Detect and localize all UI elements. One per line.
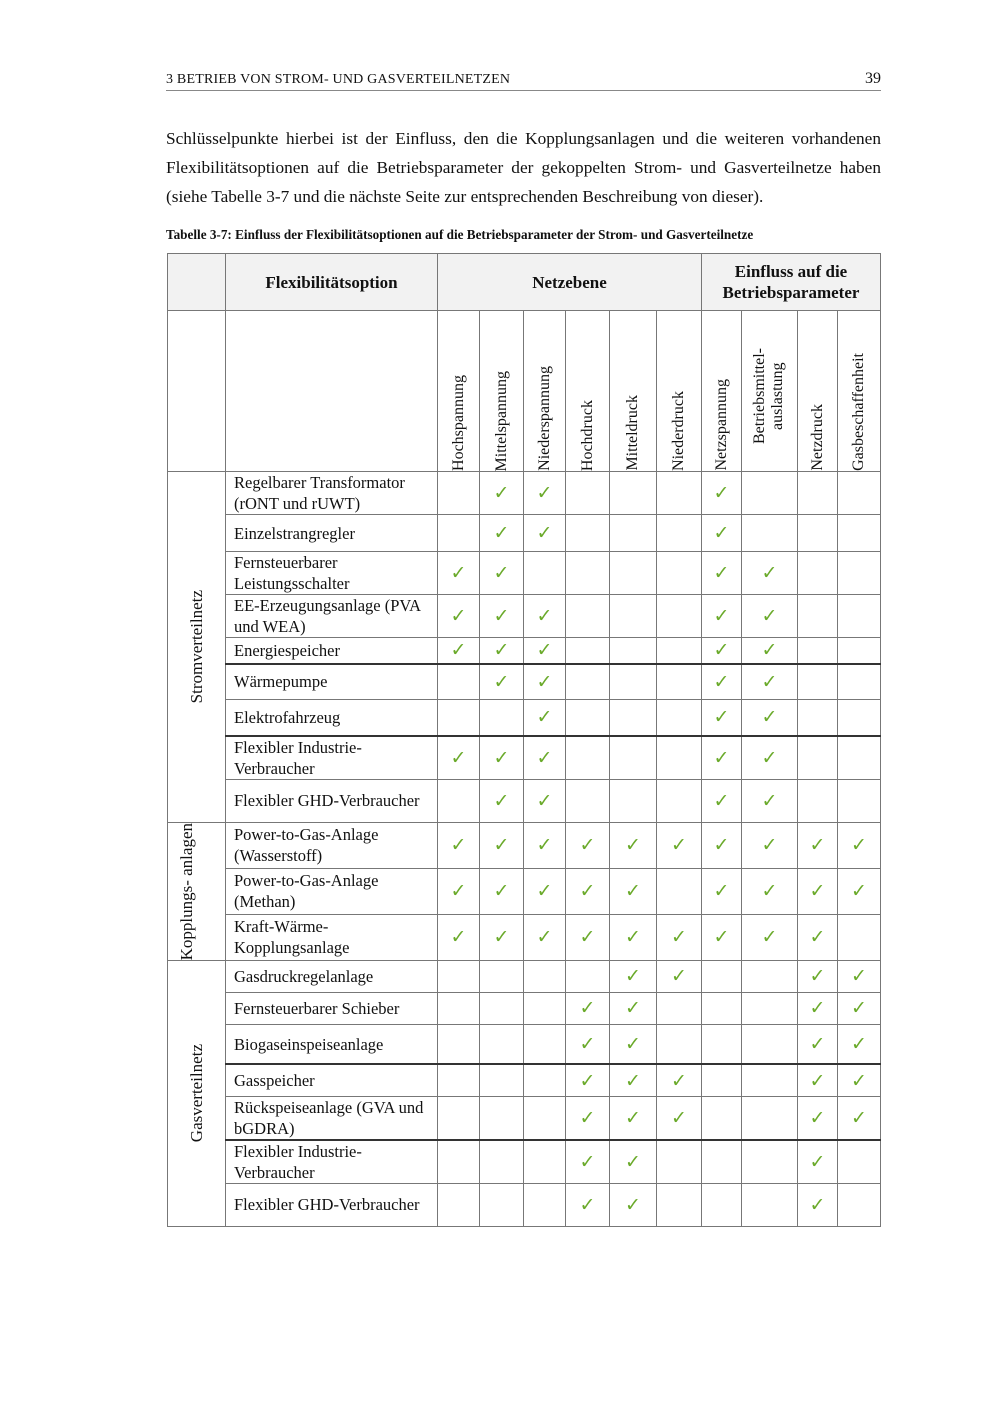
option-name: Wärmepumpe [226, 664, 438, 700]
corner-cell [168, 254, 226, 311]
option-name: Gasspeicher [226, 1064, 438, 1096]
table-row [168, 472, 881, 515]
empty-cell [610, 779, 657, 822]
empty-cell [438, 1064, 480, 1096]
empty-cell [610, 515, 657, 552]
check-icon: ✓ [742, 914, 798, 960]
check-icon: ✓ [742, 736, 798, 780]
check-icon: ✓ [480, 472, 524, 515]
check-icon: ✓ [610, 992, 657, 1024]
empty-cell [480, 1024, 524, 1064]
empty-cell [524, 1140, 566, 1184]
check-icon: ✓ [798, 914, 838, 960]
column-label: Mitteldruck [624, 395, 641, 471]
empty-cell [524, 960, 566, 992]
empty-cell [702, 1064, 742, 1096]
check-icon: ✓ [838, 1024, 881, 1064]
table-row [168, 736, 881, 780]
netzebene-header: Netzebene [438, 254, 702, 311]
check-icon: ✓ [524, 700, 566, 736]
option-name: Einzelstrangregler [226, 515, 438, 552]
check-icon: ✓ [438, 638, 480, 664]
check-icon: ✓ [798, 822, 838, 868]
empty-cell [524, 1024, 566, 1064]
check-icon: ✓ [657, 914, 702, 960]
check-icon: ✓ [742, 822, 798, 868]
empty-cell [566, 700, 610, 736]
empty-cell [657, 1024, 702, 1064]
empty-cell [438, 1024, 480, 1064]
empty-cell [566, 515, 610, 552]
column-label: Niederspannung [535, 366, 553, 471]
empty-cell [657, 868, 702, 914]
empty-cell [702, 1024, 742, 1064]
header-title: 3 BETRIEB VON STROM- UND GASVERTEILNETZEN [166, 72, 511, 87]
table-row [168, 664, 881, 700]
empty-cell [524, 992, 566, 1024]
empty-cell [657, 992, 702, 1024]
column-header [838, 311, 881, 472]
group-label: Gasverteilnetz [187, 1044, 206, 1143]
check-icon: ✓ [702, 552, 742, 595]
option-name: Kraft-Wärme-Kopplungsanlage [226, 914, 438, 960]
option-name: Gasdruckregelanlage [226, 960, 438, 992]
option-name: EE-Erzeugungsanlage (PVA und WEA) [226, 595, 438, 638]
check-icon: ✓ [566, 822, 610, 868]
check-icon: ✓ [702, 515, 742, 552]
table-row [168, 638, 881, 664]
empty-cell [657, 700, 702, 736]
check-icon: ✓ [657, 822, 702, 868]
empty-cell [838, 515, 881, 552]
check-icon: ✓ [524, 868, 566, 914]
empty-cell [524, 1096, 566, 1140]
empty-cell [438, 515, 480, 552]
page-number: 39 [865, 70, 881, 87]
empty-cell [566, 736, 610, 780]
check-icon: ✓ [610, 1183, 657, 1226]
check-icon: ✓ [742, 638, 798, 664]
check-icon: ✓ [438, 736, 480, 780]
check-icon: ✓ [566, 914, 610, 960]
check-icon: ✓ [480, 822, 524, 868]
option-name: Rückspeiseanlage (GVA und bGDRA) [226, 1096, 438, 1140]
check-icon: ✓ [566, 992, 610, 1024]
check-icon: ✓ [798, 1024, 838, 1064]
empty-cell [610, 638, 657, 664]
check-icon: ✓ [838, 1096, 881, 1140]
check-icon: ✓ [566, 868, 610, 914]
empty-cell [742, 472, 798, 515]
empty-cell [702, 1183, 742, 1226]
column-header [798, 311, 838, 472]
empty-cell [657, 515, 702, 552]
empty-cell [742, 1183, 798, 1226]
column-label: Betriebsmittel- auslastung [750, 348, 786, 444]
column-header [524, 311, 566, 472]
table-row [168, 595, 881, 638]
column-header [480, 311, 524, 472]
empty-cell [438, 992, 480, 1024]
empty-cell [480, 1183, 524, 1226]
einfluss-header: Einfluss auf die Betriebsparameter [702, 254, 881, 311]
empty-cell [798, 595, 838, 638]
check-icon: ✓ [610, 914, 657, 960]
check-icon: ✓ [702, 664, 742, 700]
column-header [702, 311, 742, 472]
table-row [168, 1140, 881, 1184]
empty-cell [566, 552, 610, 595]
check-icon: ✓ [742, 595, 798, 638]
check-icon: ✓ [566, 1024, 610, 1064]
check-icon: ✓ [524, 779, 566, 822]
empty-cell [798, 700, 838, 736]
empty-cell [657, 664, 702, 700]
table-row [168, 552, 881, 595]
check-icon: ✓ [524, 595, 566, 638]
check-icon: ✓ [798, 1183, 838, 1226]
check-icon: ✓ [702, 638, 742, 664]
empty-cell [798, 515, 838, 552]
empty-cell [657, 472, 702, 515]
option-name: Energiespeicher [226, 638, 438, 664]
check-icon: ✓ [742, 868, 798, 914]
empty-cell [798, 472, 838, 515]
empty-cell [798, 779, 838, 822]
group-label-cell [168, 472, 226, 823]
empty-cell [702, 1140, 742, 1184]
check-icon: ✓ [610, 868, 657, 914]
column-header [742, 311, 798, 472]
empty-cell [702, 1096, 742, 1140]
column-label: Gasbeschaffenheit [850, 353, 867, 471]
check-icon: ✓ [524, 822, 566, 868]
empty-cell [438, 472, 480, 515]
table-row [168, 515, 881, 552]
check-icon: ✓ [480, 914, 524, 960]
empty-cell [798, 664, 838, 700]
empty-cell [798, 638, 838, 664]
check-icon: ✓ [798, 960, 838, 992]
check-icon: ✓ [438, 595, 480, 638]
empty-cell [566, 664, 610, 700]
empty-cell [480, 960, 524, 992]
empty-cell [438, 700, 480, 736]
empty-cell [657, 552, 702, 595]
check-icon: ✓ [524, 515, 566, 552]
check-icon: ✓ [702, 822, 742, 868]
empty-cell [566, 638, 610, 664]
table-row [168, 914, 881, 960]
check-icon: ✓ [838, 960, 881, 992]
check-icon: ✓ [566, 1140, 610, 1184]
check-icon: ✓ [702, 472, 742, 515]
column-label: Niederdruck [670, 391, 687, 471]
empty-cell [838, 914, 881, 960]
table-caption: Tabelle 3-7: Einfluss der Flexibilitätsoptionen auf die Betriebsparameter der Strom- und Gasverteilnetze [166, 227, 754, 242]
empty-cell [480, 992, 524, 1024]
check-icon: ✓ [438, 868, 480, 914]
check-icon: ✓ [480, 515, 524, 552]
check-icon: ✓ [480, 779, 524, 822]
check-icon: ✓ [838, 822, 881, 868]
check-icon: ✓ [838, 992, 881, 1024]
empty-cell [657, 638, 702, 664]
check-icon: ✓ [742, 552, 798, 595]
option-name: Biogaseinspeiseanlage [226, 1024, 438, 1064]
check-icon: ✓ [610, 960, 657, 992]
check-icon: ✓ [524, 664, 566, 700]
check-icon: ✓ [438, 822, 480, 868]
check-icon: ✓ [798, 1064, 838, 1096]
group-label: Kopplungs- anlagen [176, 822, 196, 960]
check-icon: ✓ [610, 822, 657, 868]
check-icon: ✓ [438, 552, 480, 595]
empty-cell [524, 552, 566, 595]
check-icon: ✓ [798, 1140, 838, 1184]
empty-cell [657, 1140, 702, 1184]
empty-cell [838, 595, 881, 638]
empty-cell [566, 472, 610, 515]
empty-cell [798, 552, 838, 595]
column-label: Mittelspannung [492, 370, 510, 471]
empty-cell [838, 638, 881, 664]
empty-cell [480, 1064, 524, 1096]
check-icon: ✓ [742, 664, 798, 700]
empty-cell [798, 736, 838, 780]
check-icon: ✓ [480, 595, 524, 638]
check-icon: ✓ [566, 1064, 610, 1096]
empty-cell [438, 779, 480, 822]
check-icon: ✓ [480, 638, 524, 664]
check-icon: ✓ [480, 552, 524, 595]
option-name: Elektrofahrzeug [226, 700, 438, 736]
column-label: Netzdruck [808, 404, 826, 471]
check-icon: ✓ [702, 779, 742, 822]
table-row [168, 779, 881, 822]
check-icon: ✓ [480, 664, 524, 700]
check-icon: ✓ [798, 992, 838, 1024]
check-icon: ✓ [610, 1024, 657, 1064]
body-paragraph: Schlüsselpunkte hierbei ist der Einfluss, den die Kopplungsanlagen und die weiteren vorhandenen Flexibilitätsoptionen auf die Betriebsparameter der gekoppelten Strom- und Gasverteilnetze haben (siehe Tabelle 3-7 und die nächste Seite zur entsprechenden Beschreibung von dieser). [166, 129, 881, 206]
table-row [168, 1064, 881, 1096]
table-row [168, 1024, 881, 1064]
column-label: Hochdruck [578, 399, 596, 471]
empty-cell [566, 779, 610, 822]
empty-cell [838, 472, 881, 515]
empty-cell [438, 1096, 480, 1140]
empty-cell [742, 960, 798, 992]
table-row [168, 960, 881, 992]
check-icon: ✓ [480, 868, 524, 914]
table-row [168, 868, 881, 914]
check-icon: ✓ [610, 1064, 657, 1096]
column-header [610, 311, 657, 472]
option-name: Flexibler Industrie-Verbraucher [226, 1140, 438, 1184]
empty-cell [610, 552, 657, 595]
empty-cell [480, 1140, 524, 1184]
table-row [168, 700, 881, 736]
check-icon: ✓ [838, 1064, 881, 1096]
option-name: Fernsteuerbarer Schieber [226, 992, 438, 1024]
empty-cell [838, 779, 881, 822]
empty-cell [610, 664, 657, 700]
empty-cell [566, 595, 610, 638]
check-icon: ✓ [798, 868, 838, 914]
check-icon: ✓ [702, 914, 742, 960]
column-header [566, 311, 610, 472]
check-icon: ✓ [524, 914, 566, 960]
column-label: Hochspannung [449, 375, 467, 471]
check-icon: ✓ [524, 638, 566, 664]
blank-cell [226, 311, 438, 472]
empty-cell [610, 700, 657, 736]
option-name: Flexibler GHD-Verbraucher [226, 779, 438, 822]
check-icon: ✓ [480, 736, 524, 780]
check-icon: ✓ [524, 736, 566, 780]
check-icon: ✓ [657, 1096, 702, 1140]
running-header [166, 70, 881, 91]
empty-cell [702, 960, 742, 992]
empty-cell [742, 1024, 798, 1064]
empty-cell [657, 1183, 702, 1226]
empty-cell [480, 1096, 524, 1140]
column-label: Netzspannung [712, 379, 730, 471]
flexibility-table [167, 253, 881, 1227]
empty-cell [438, 960, 480, 992]
column-header [438, 311, 480, 472]
check-icon: ✓ [742, 700, 798, 736]
check-icon: ✓ [742, 779, 798, 822]
group-label-cell [168, 960, 226, 1226]
option-name: Regelbarer Transformator (rONT und rUWT) [226, 472, 438, 515]
check-icon: ✓ [702, 595, 742, 638]
check-icon: ✓ [702, 700, 742, 736]
empty-cell [610, 595, 657, 638]
table-row [168, 1096, 881, 1140]
empty-cell [657, 736, 702, 780]
empty-cell [657, 779, 702, 822]
column-header [657, 311, 702, 472]
empty-cell [742, 515, 798, 552]
check-icon: ✓ [566, 1183, 610, 1226]
empty-cell [524, 1183, 566, 1226]
check-icon: ✓ [524, 472, 566, 515]
check-icon: ✓ [702, 736, 742, 780]
empty-cell [610, 472, 657, 515]
table-row [168, 1183, 881, 1226]
empty-cell [566, 960, 610, 992]
check-icon: ✓ [438, 914, 480, 960]
check-icon: ✓ [838, 868, 881, 914]
empty-cell [742, 992, 798, 1024]
option-header: Flexibilitätsoption [226, 254, 438, 311]
check-icon: ✓ [657, 1064, 702, 1096]
option-name: Power-to-Gas-Anlage (Wasserstoff) [226, 822, 438, 868]
empty-cell [702, 992, 742, 1024]
option-name: Flexibler Industrie-Verbraucher [226, 736, 438, 780]
option-name: Power-to-Gas-Anlage (Methan) [226, 868, 438, 914]
option-name: Flexibler GHD-Verbraucher [226, 1183, 438, 1226]
empty-cell [524, 1064, 566, 1096]
table-row [168, 822, 881, 868]
empty-cell [610, 736, 657, 780]
empty-cell [838, 664, 881, 700]
check-icon: ✓ [798, 1096, 838, 1140]
check-icon: ✓ [610, 1096, 657, 1140]
empty-cell [838, 736, 881, 780]
check-icon: ✓ [702, 868, 742, 914]
empty-cell [838, 1140, 881, 1184]
empty-cell [438, 1183, 480, 1226]
empty-cell [742, 1140, 798, 1184]
check-icon: ✓ [566, 1096, 610, 1140]
empty-cell [438, 664, 480, 700]
empty-cell [838, 552, 881, 595]
empty-cell [657, 595, 702, 638]
empty-cell [742, 1064, 798, 1096]
empty-cell [838, 1183, 881, 1226]
check-icon: ✓ [610, 1140, 657, 1184]
empty-cell [480, 700, 524, 736]
group-label-cell [168, 822, 226, 960]
option-name: Fernsteuerbarer Leistungsschalter [226, 552, 438, 595]
group-label: Stromverteilnetz [187, 590, 206, 704]
blank-cell [168, 311, 226, 472]
empty-cell [438, 1140, 480, 1184]
empty-cell [838, 700, 881, 736]
check-icon: ✓ [657, 960, 702, 992]
empty-cell [742, 1096, 798, 1140]
table-row [168, 992, 881, 1024]
